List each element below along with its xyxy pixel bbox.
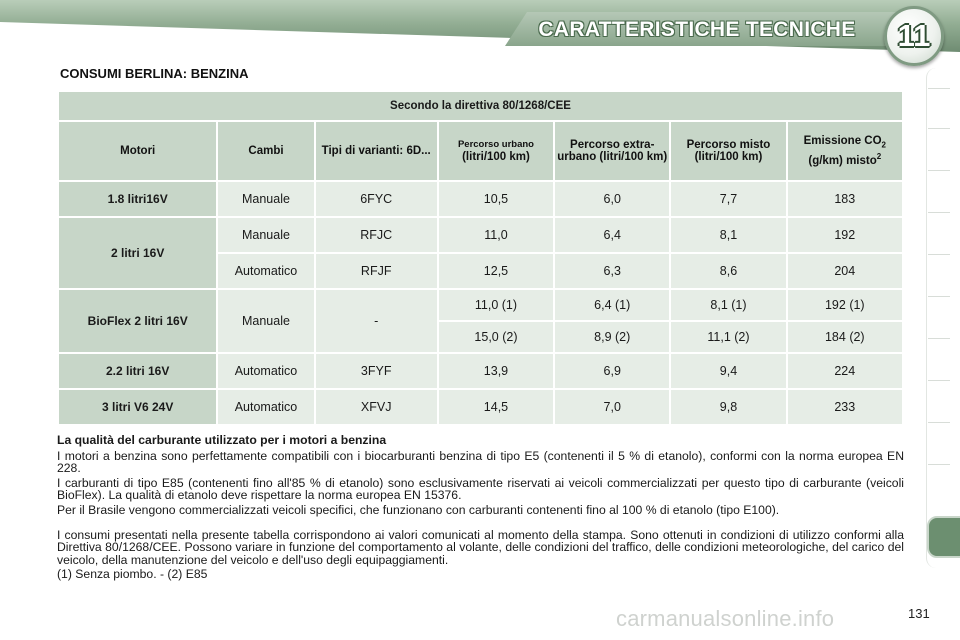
side-tab-divider: [928, 422, 950, 423]
table-row: [59, 218, 902, 252]
side-tab-divider: [928, 212, 950, 213]
header-co2-unit: (g/km) misto: [808, 155, 877, 168]
cell-tipo: -: [316, 290, 437, 352]
cell-tipo: XFVJ: [316, 390, 437, 424]
cell-co2: 204: [788, 254, 902, 288]
cell-misto: 7,7: [671, 182, 785, 216]
cell-misto: 8,6: [671, 254, 785, 288]
cell-motor: BioFlex 2 litri 16V: [59, 290, 216, 352]
notes-paragraph: I consumi presentati nella presente tabella corrispondono ai valori comunicati al momento della stampa. Sono ottenuti in condizioni di utilizzo conformi alla Direttiva 80/1268/CEE. Possono variare in funzione del comportamento al volante, delle condizioni del traffico, delle condizioni meteorologiche, del carico del veicolo, della manutenzione del veicolo e dell'uso degli equipaggiamenti.: [57, 527, 904, 567]
watermark: carmanualsonline.info: [616, 606, 835, 631]
section-title: CONSUMI BERLINA: BENZINA: [60, 66, 249, 81]
header-urbano-label: Percorso urbano: [457, 139, 534, 150]
side-tab-divider: [928, 254, 950, 255]
cell-urbano: 12,5: [439, 254, 553, 288]
header-cambi: Cambi: [218, 122, 313, 180]
cell-motor: 2 litri 16V: [59, 218, 216, 288]
side-tab-divider: [928, 380, 950, 381]
side-tab-divider: [928, 88, 950, 89]
notes-paragraph: Per il Brasile vengono commercializzati veicoli specifici, che funzionano con carburanti contenenti fino al 100 % di etanolo (tipo E100).: [57, 502, 780, 517]
chapter-badge: [884, 6, 944, 66]
header-co2-subscript: 2: [881, 140, 886, 150]
header-co2-label: Emissione CO: [803, 134, 882, 147]
cell-urbano: 10,5: [439, 182, 553, 216]
notes-subhead: La qualità del carburante utilizzato per i motori a benzina: [57, 433, 387, 447]
footnote: (1) Senza piombo. - (2) E85: [57, 567, 208, 582]
cell-co2: 192 (1): [788, 290, 902, 320]
header-co2: [788, 122, 902, 180]
cell-co2: 233: [788, 390, 902, 424]
cell-tipo: 6FYC: [316, 182, 437, 216]
notes-paragraph: I carburanti di tipo E85 (contenenti fino all'85 % di etanolo) sono esclusivamente riservati ai veicoli commercializzati per questo tipo di carburante (veicoli BioFlex). La qualità di etanolo deve rispettare la norma europea EN 15376.: [57, 475, 904, 503]
cell-extra-urbano: 8,9 (2): [555, 322, 669, 352]
cell-cambio: Manuale: [218, 182, 313, 216]
chapter-number: 11: [897, 18, 931, 53]
cell-extra-urbano: 7,0: [555, 390, 669, 424]
cell-cambio: Automatico: [218, 254, 313, 288]
cell-extra-urbano: 6,3: [555, 254, 669, 288]
notes-paragraph: I motori a benzina sono perfettamente compatibili con i biocarburanti benzina di tipo E5 (contenenti il 5 % di etanolo), conformi con la norma europea EN 228.: [57, 448, 904, 476]
cell-cambio: Manuale: [218, 218, 313, 252]
cell-co2: 224: [788, 354, 902, 388]
side-tab-divider: [928, 170, 950, 171]
table-row: [59, 354, 902, 388]
cell-misto: 8,1: [671, 218, 785, 252]
page-title: CARATTERISTICHE TECNICHE: [538, 18, 856, 41]
cell-extra-urbano: 6,0: [555, 182, 669, 216]
cell-urbano: 14,5: [439, 390, 553, 424]
cell-extra-urbano: 6,4 (1): [555, 290, 669, 320]
header-tipi: Tipi di varianti: 6D...: [316, 122, 437, 180]
cell-misto: 8,1 (1): [671, 290, 785, 320]
cell-co2: 192: [788, 218, 902, 252]
cell-urbano: 11,0: [439, 218, 553, 252]
notes-block: [57, 434, 904, 583]
page-number: 131: [908, 606, 930, 621]
cell-co2: 183: [788, 182, 902, 216]
side-tab-chapter-11[interactable]: [927, 516, 960, 558]
cell-misto: 11,1 (2): [671, 322, 785, 352]
cell-motor: 3 litri V6 24V: [59, 390, 216, 424]
cell-cambio: Automatico: [218, 354, 313, 388]
side-tab-divider: [928, 128, 950, 129]
side-tab-divider: [928, 464, 950, 465]
cell-co2: 184 (2): [788, 322, 902, 352]
table-row: [59, 290, 902, 320]
header-co2-superscript: 2: [876, 152, 882, 162]
consumption-table: [57, 90, 904, 426]
side-tab-divider: [928, 338, 950, 339]
cell-tipo: 3FYF: [316, 354, 437, 388]
cell-urbano: 13,9: [439, 354, 553, 388]
cell-tipo: RFJC: [316, 218, 437, 252]
cell-urbano: 11,0 (1): [439, 290, 553, 320]
cell-motor: 2.2 litri 16V: [59, 354, 216, 388]
cell-cambio: Automatico: [218, 390, 313, 424]
table-row: [59, 182, 902, 216]
cell-extra-urbano: 6,9: [555, 354, 669, 388]
side-tab-rail: [926, 68, 960, 568]
cell-misto: 9,8: [671, 390, 785, 424]
cell-tipo: RFJF: [316, 254, 437, 288]
cell-urbano: 15,0 (2): [439, 322, 553, 352]
table-row: [59, 390, 902, 424]
cell-motor: 1.8 litri16V: [59, 182, 216, 216]
header-motori: Motori: [59, 122, 216, 180]
cell-misto: 9,4: [671, 354, 785, 388]
table-caption: Secondo la direttiva 80/1268/CEE: [59, 92, 902, 120]
cell-cambio: Manuale: [218, 290, 313, 352]
side-tab-divider: [928, 296, 950, 297]
header-urbano-unit: (litri/100 km): [462, 151, 530, 163]
header-misto: Percorso misto (litri/100 km): [671, 122, 785, 180]
header-urbano: [439, 122, 553, 180]
cell-extra-urbano: 6,4: [555, 218, 669, 252]
header-extra-urbano: Percorso extra-urbano (litri/100 km): [555, 122, 669, 180]
